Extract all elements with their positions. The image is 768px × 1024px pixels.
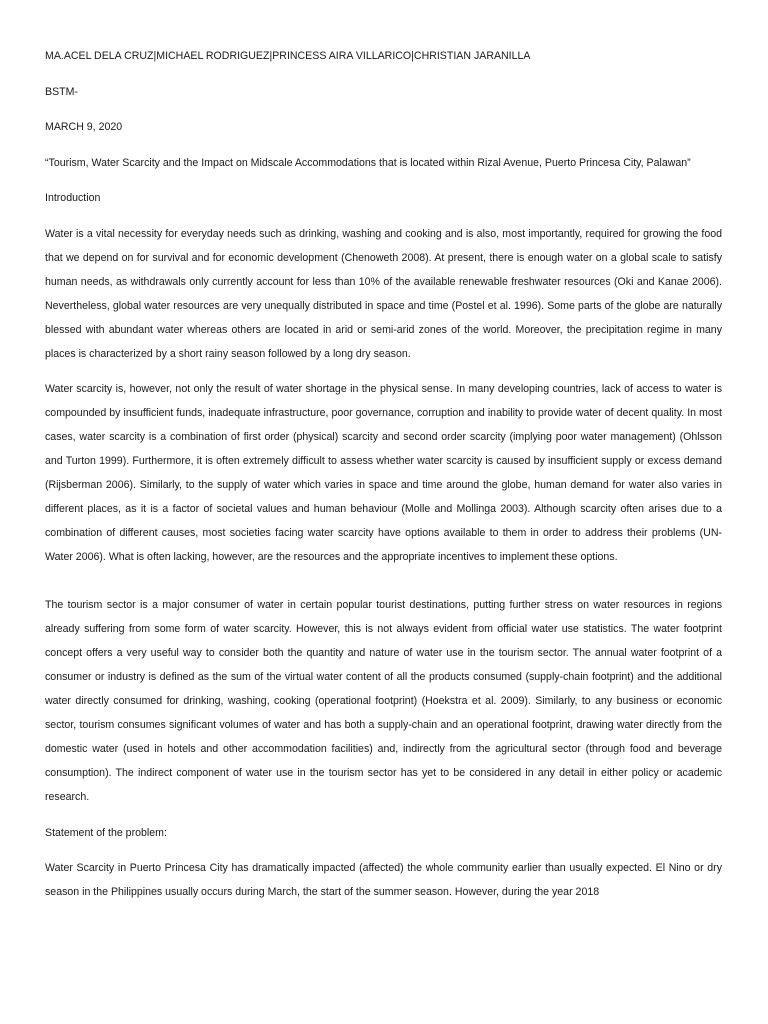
paragraph-1: Water is a vital necessity for everyday needs such as drinking, washing and cooking and is also, most importantly, required for growing the food that we depend on for survival and for economic development (Chenoweth 2008). At present, there is enough water on a global scale to satisfy human needs, as withdrawals only currently account for less than 10% of the available renewable freshwater resources (Oki and Kanae 2006). Nevertheless, global water resources are very unequally distributed in space and time (Postel et al. 1996). Some parts of the globe are naturally blessed with abundant water whereas others are located in arid or semi-arid zones of the world. Moreover, the precipitation regime in many places is characterized by a short rainy season followed by a long dry season.: [45, 227, 722, 360]
paragraph-2: Water scarcity is, however, not only the result of water shortage in the physical sense. In many developing countries, lack of access to water is compounded by insufficient funds, inadequate infrastructure, poor governance, corruption and inability to provide water of decent quality. In most cases, water scarcity is a combination of first order (physical) scarcity and second order scarcity (implying poor water management) (Ohlsson and Turton 1999). Furthermore, it is often extremely difficult to assess whether water scarcity is caused by insufficient supply or excess demand (Rijsberman 2006). Similarly, to the supply of water which varies in space and time around the globe, human demand for water also varies in different places, as it is a factor of societal values and human behaviour (Molle and Mollinga 2003). Although scarcity often arises due to a combination of different causes, most societies facing water scarcity have options available to them in order to address their problems (UN-Water 2006). What is often lacking, however, are the resources and the appropriate incentives to implement these options.: [45, 383, 722, 563]
date-line: MARCH 9, 2020: [45, 121, 123, 133]
authors-line: MA.ACEL DELA CRUZ|MICHAEL RODRIGUEZ|PRINCESS AIRA VILLARICO|CHRISTIAN JARANILLA: [45, 50, 531, 62]
paragraph-3: The tourism sector is a major consumer of water in certain popular tourist destinations, putting further stress on water resources in regions already suffering from some form of water scarcity. However, this is not always evident from official water use statistics. The water footprint concept offers a very useful way to consider both the quantity and nature of water use in the tourism sector. The annual water footprint of a consumer or industry is defined as the sum of the virtual water content of all the products consumed (supply-chain footprint) and the additional water directly consumed for drinking, washing, cooking (operational footprint) (Hoekstra et al. 2009). Similarly, to any business or economic sector, tourism consumes significant volumes of water and has both a supply-chain and an operational footprint, drawing water directly from the domestic water (used in hotels and other accommodation facilities) and, indirectly from the agricultural sector (through food and beverage consumption). The indirect component of water use in the tourism sector has yet to be considered in any detail in either policy or academic research.: [45, 599, 722, 803]
paragraph-4: Water Scarcity in Puerto Princesa City has dramatically impacted (affected) the whole community earlier than usually expected. El Nino or dry season in the Philippines usually occurs during March, the start of the summer season. However, during the year 2018: [45, 862, 722, 898]
document-body: [45, 44, 722, 916]
introduction-heading: Introduction: [45, 192, 101, 204]
course-line: BSTM-: [45, 85, 78, 98]
problem-heading: Statement of the problem:: [45, 826, 167, 839]
document-title: “Tourism, Water Scarcity and the Impact on Midscale Accommodations that is located within Rizal Avenue, Puerto Princesa City, Palawan”: [45, 156, 691, 169]
